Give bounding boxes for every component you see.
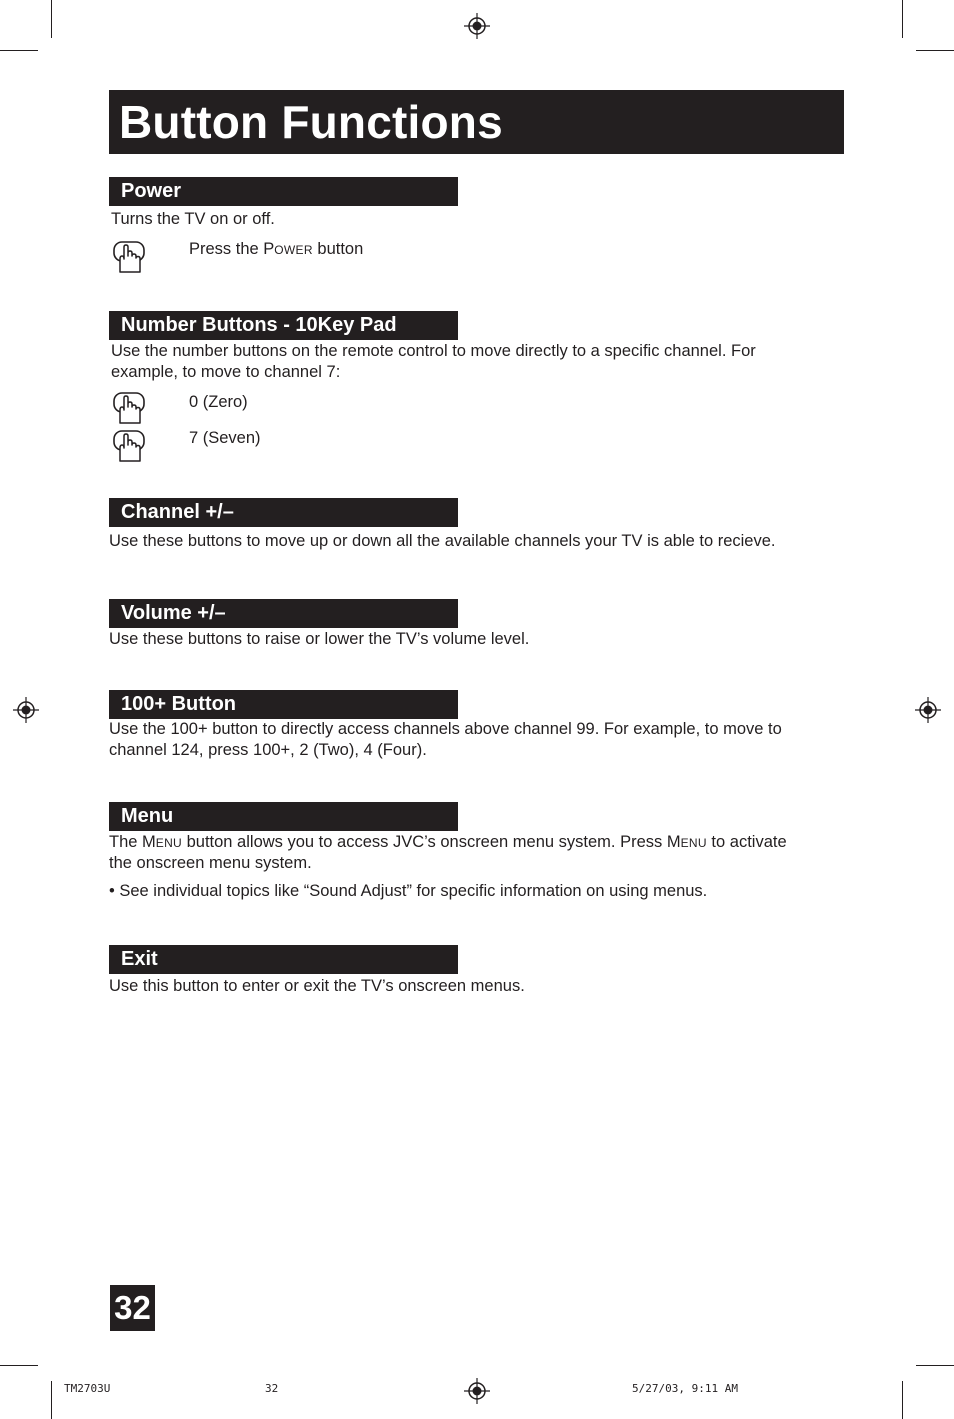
hundred-description-line1: Use the 100+ button to directly access channels above channel 99. For example, to move to bbox=[109, 720, 782, 738]
hand-press-icon bbox=[111, 428, 147, 464]
number-step-seven: 7 (Seven) bbox=[189, 429, 261, 447]
menu-description-line1: The MENU button allows you to access JVC’s onscreen menu system. Press MENU to activate bbox=[109, 833, 787, 851]
footer-page: 32 bbox=[265, 1382, 279, 1395]
number-description-line1: Use the number buttons on the remote control to move directly to a specific channel. For bbox=[111, 342, 756, 360]
section-heading-exit: Exit bbox=[109, 945, 458, 974]
page-title: Button Functions bbox=[119, 96, 503, 148]
number-step-zero: 0 (Zero) bbox=[189, 393, 248, 411]
crop-mark bbox=[0, 50, 38, 51]
crop-mark bbox=[902, 0, 903, 38]
channel-description: Use these buttons to move up or down all the available channels your TV is able to recieve. bbox=[109, 532, 776, 550]
exit-description: Use this button to enter or exit the TV’s onscreen menus. bbox=[109, 977, 525, 995]
crop-mark bbox=[51, 1381, 52, 1419]
volume-description: Use these buttons to raise or lower the TV’s volume level. bbox=[109, 630, 530, 648]
section-heading-channel: Channel +/– bbox=[109, 498, 458, 527]
hand-press-icon bbox=[111, 390, 147, 426]
registration-mark-icon bbox=[915, 697, 941, 723]
crop-mark bbox=[916, 50, 954, 51]
footer-code: TM2703U bbox=[64, 1382, 111, 1395]
crop-mark bbox=[902, 1381, 903, 1419]
crop-mark bbox=[51, 0, 52, 38]
menu-bullet: • See individual topics like “Sound Adjust” for specific information on using menus. bbox=[109, 882, 708, 900]
page-title-bar bbox=[109, 90, 844, 154]
section-heading-volume: Volume +/– bbox=[109, 599, 458, 628]
power-description: Turns the TV on or off. bbox=[111, 210, 275, 228]
number-description-line2: example, to move to channel 7: bbox=[111, 363, 341, 381]
section-heading-power: Power bbox=[109, 177, 458, 206]
registration-mark-icon bbox=[464, 13, 490, 39]
footer-timestamp: 5/27/03, 9:11 AM bbox=[632, 1382, 738, 1395]
hand-press-icon bbox=[111, 239, 147, 275]
crop-mark bbox=[0, 1365, 38, 1366]
hundred-description-line2: channel 124, press 100+, 2 (Two), 4 (Four). bbox=[109, 741, 427, 759]
crop-mark bbox=[916, 1365, 954, 1366]
power-step: Press the POWER button bbox=[189, 240, 364, 258]
section-heading-menu: Menu bbox=[109, 802, 458, 831]
page-number: 32 bbox=[110, 1285, 155, 1331]
menu-description-line2: the onscreen menu system. bbox=[109, 854, 312, 872]
section-heading-100-button: 100+ Button bbox=[109, 690, 458, 719]
registration-mark-icon bbox=[13, 697, 39, 723]
section-heading-number-buttons: Number Buttons - 10Key Pad bbox=[109, 311, 458, 340]
registration-mark-icon bbox=[464, 1378, 490, 1404]
